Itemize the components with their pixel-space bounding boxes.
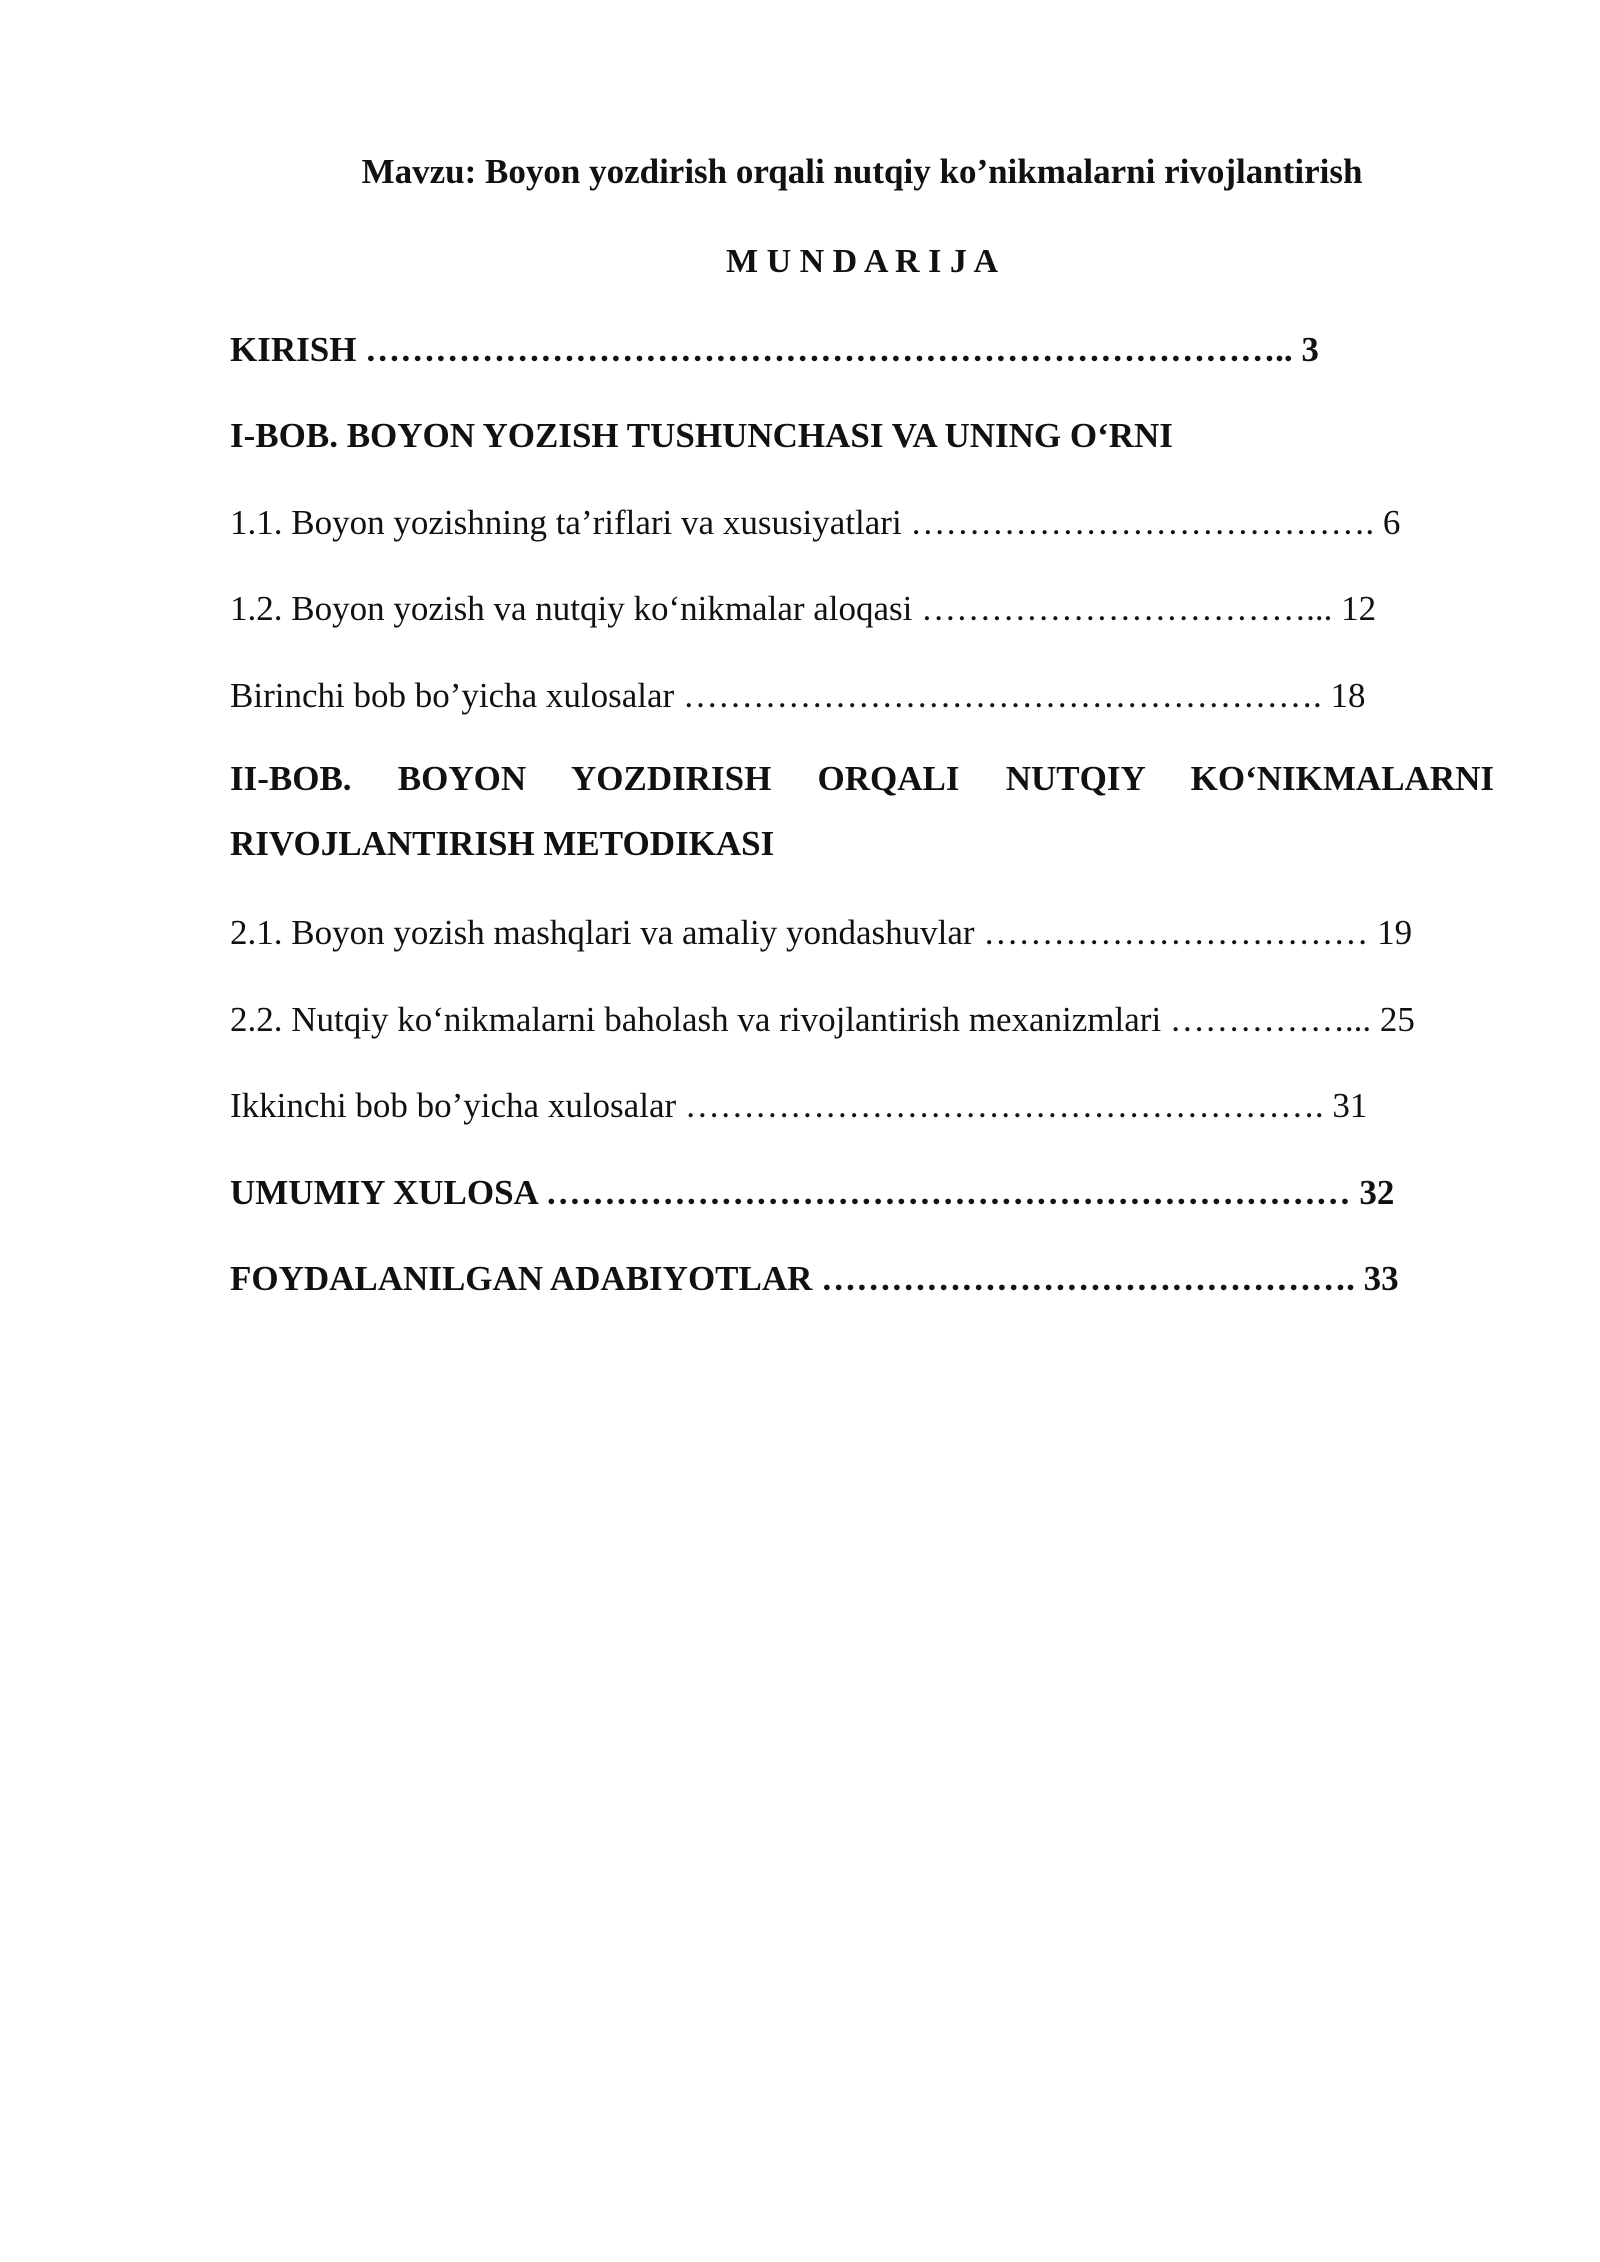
toc-entry-chapter-1-summary: Birinchi bob bo’yicha xulosalar ………………………………………………. 18 [230, 676, 1366, 715]
toc-entry-kirish: KIRISH …………………………………………………………………….. 3 [230, 330, 1319, 369]
toc-chapter-1: I-BOB. BOYON YOZISH TUSHUNCHASI VA UNING O‘RNI [230, 416, 1173, 455]
toc-heading: M U N D A R I J A [725, 243, 999, 280]
toc-entry-1-1: 1.1. Boyon yozishning ta’riflari va xususiyatlari …………………………………. 6 [230, 503, 1401, 542]
toc-chapter-2: II-BOB. BOYON YOZDIRISH ORQALI NUTQIY KO‘NIKMALARNI RIVOJLANTIRISH METODIKASI [230, 759, 1494, 863]
toc-entry-chapter-2-summary: Ikkinchi bob bo’yicha xulosalar ………………………………………………. 31 [230, 1086, 1368, 1125]
toc-entry-2-2: 2.2. Nutqiy ko‘nikmalarni baholash va rivojlantirish mexanizmlari ……………... 25 [230, 1000, 1415, 1039]
toc-entry-2-1: 2.1. Boyon yozish mashqlari va amaliy yondashuvlar …………………………… 19 [230, 913, 1413, 952]
toc-entry-references: FOYDALANILGAN ADABIYOTLAR ………………………………………. 33 [230, 1259, 1399, 1298]
document-topic: Mavzu: Boyon yozdirish orqali nutqiy ko’nikmalarni rivojlantirish [361, 152, 1363, 191]
toc-entry-1-2: 1.2. Boyon yozish va nutqiy ko‘nikmalar aloqasi ……………………………... 12 [230, 589, 1377, 628]
toc-entry-general-conclusion: UMUMIY XULOSA …………………………………………………………… 32 [230, 1173, 1395, 1212]
